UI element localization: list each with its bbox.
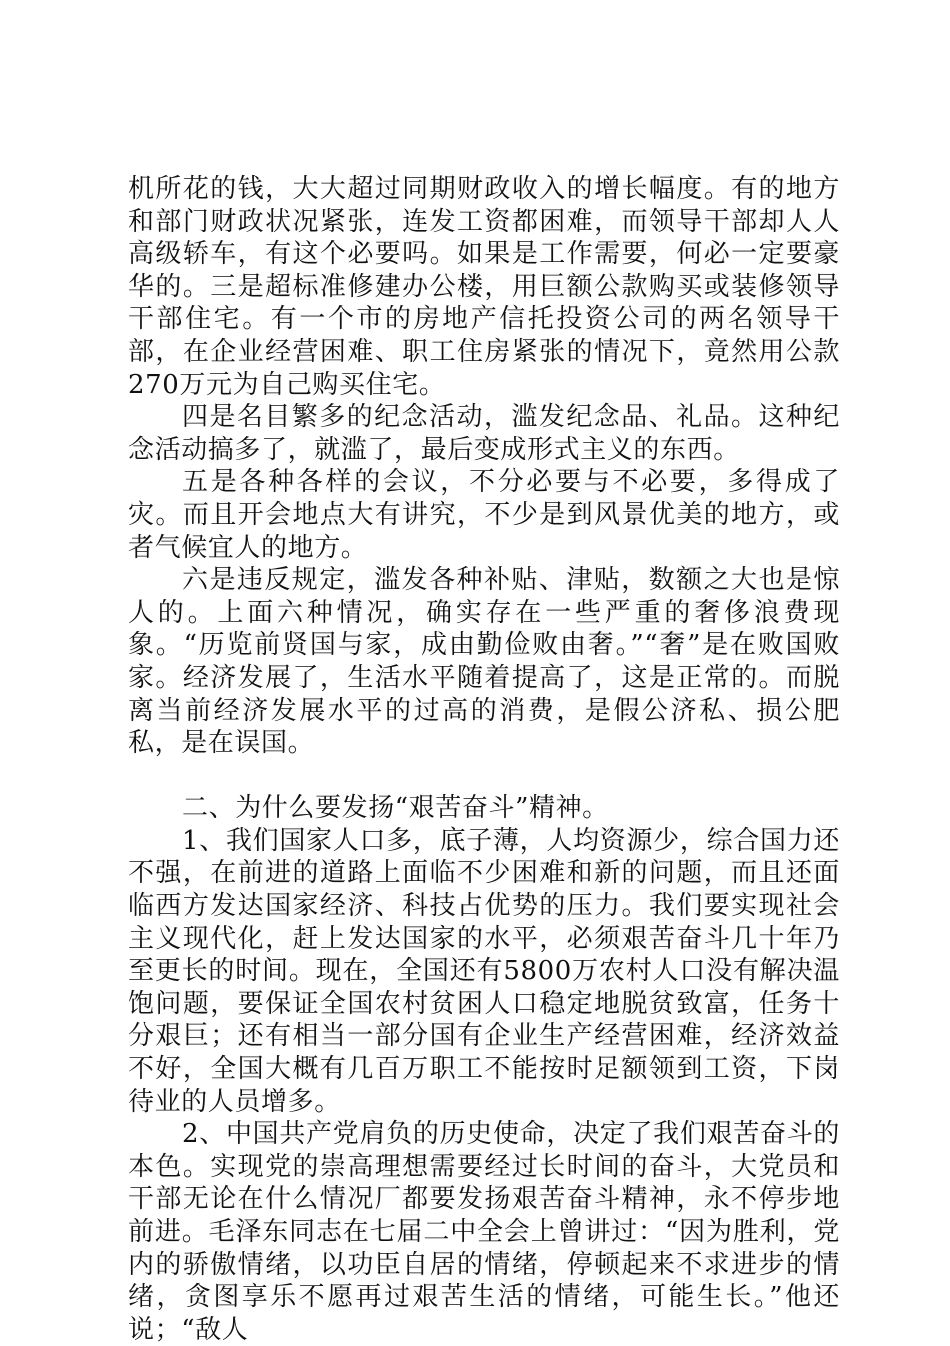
paragraph-point-six: 六是违反规定，滥发各种补贴、津贴，数额之大也是惊人的。上面六种情况，确实存在一些严重的奢侈浪费现象。“历览前贤国与家，成由勤俭败由奢。”“奢”是在败国败家。经济发展了，生活水平随着提高了，这是正常的。而脱离当前经济发展水平的过高的消费，是假公济私、损公肥私，是在误国。 <box>128 565 840 759</box>
paragraph-gap <box>128 760 840 793</box>
paragraph-reason-one: 1、我们国家人口多，底子薄，人均资源少，综合国力还不强，在前进的道路上面临不少困难和新的问题，而且还面临西方发达国家经济、科技占优势的压力。我们要实现社会主义现代化，赶上发达国家的水平，必须艰苦奋斗几十年乃至更长的时间。现在，全国还有5800万农村人口没有解决温饱问题，要保证全国农村贫困人口稳定地脱贫致富，任务十分艰巨；还有相当一部分国有企业生产经营困难，经济效益不好，全国大概有几百万职工不能按时足额领到工资，下岗待业的人员增多。 <box>128 825 840 1117</box>
paragraph-point-five: 五是各种各样的会议，不分必要与不必要，多得成了灾。而且开会地点大有讲究，不少是到风景优美的地方，或者气候宜人的地方。 <box>128 467 840 563</box>
section-heading: 二、为什么要发扬“艰苦奋斗”精神。 <box>182 793 609 824</box>
document-body <box>128 173 840 1346</box>
paragraph-point-four: 四是名目繁多的纪念活动，滥发纪念品、礼品。这种纪念活动搞多了，就滥了，最后变成形式主义的东西。 <box>128 402 840 465</box>
paragraph-reason-two: 2、中国共产党肩负的历史使命，决定了我们艰苦奋斗的本色。实现党的崇高理想需要经过长时间的奋斗，大党员和干部无论在什么情况厂都要发扬艰苦奋斗精神，永不停步地前进。毛泽东同志在七届二中全会上曾讲过：“因为胜利，党内的骄傲情绪，以功臣自居的情绪，停顿起来不求进步的情绪，贪图享乐不愿再过艰苦生活的情绪，可能生长。”他还说；“敌人 <box>128 1119 840 1345</box>
paragraph-continuation: 机所花的钱，大大超过同期财政收入的增长幅度。有的地方和部门财政状况紧张，连发工资都困难，而领导干部却人人高级轿车，有这个必要吗。如果是工作需要，何必一定要豪华的。三是超标准修建办公楼，用巨额公款购买或装修领导干部住宅。有一个市的房地产信托投资公司的两名领导干部，在企业经营困难、职工住房紧张的情况下，竟然用公款270万元为自己购买住宅。 <box>128 174 840 400</box>
